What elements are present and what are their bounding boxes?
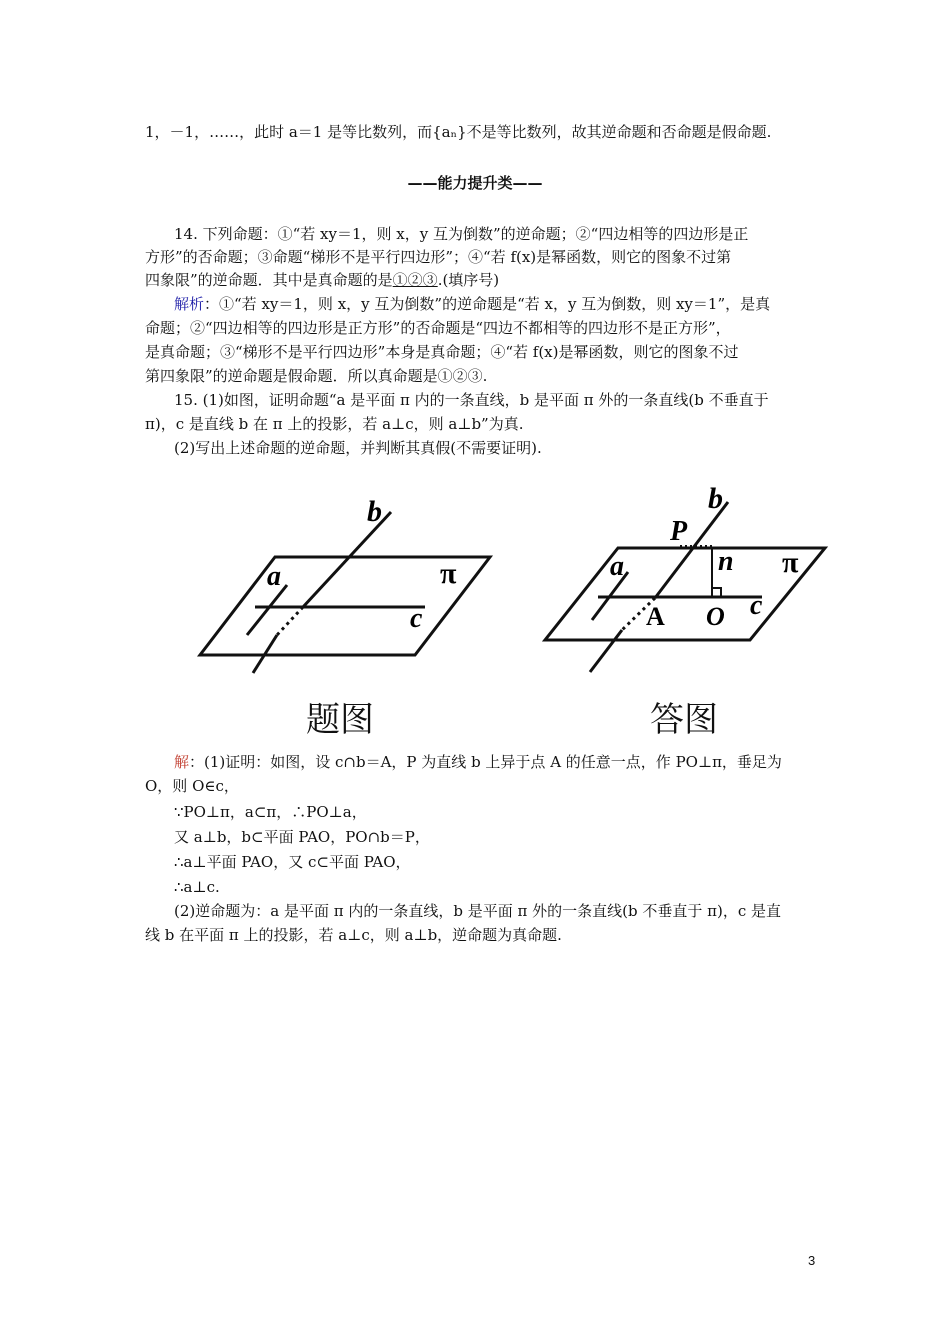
label-pi: π xyxy=(440,557,457,590)
q14-suffix: .(填序号) xyxy=(437,271,500,289)
a14-line-1 xyxy=(174,293,770,315)
q15-line-2: π)，c 是直线 b 在 π 上的投影，若 a⊥c，则 a⊥b”为真. xyxy=(145,415,524,433)
s15-line-1 xyxy=(174,751,782,773)
q14-line-3 xyxy=(145,269,499,291)
problem-figure-caption: 题图 xyxy=(306,700,374,740)
s15-line-2: O，则 O∈c， xyxy=(145,777,239,795)
s15-line-6: ∴a⊥c. xyxy=(174,878,220,896)
label-c: c xyxy=(750,590,763,621)
intro-line: 1，－1，……，此时 a＝1 是等比数列，而{aₙ}不是等比数列，故其逆命题和否命题是假命题. xyxy=(145,123,772,141)
s15-line-8: 线 b 在平面 π 上的投影，若 a⊥c，则 a⊥b，逆命题为真命题. xyxy=(145,926,562,944)
label-b: b xyxy=(708,482,723,515)
label-A: A xyxy=(646,602,665,631)
s15-line-3: ∵PO⊥π，a⊂π，∴PO⊥a， xyxy=(174,803,367,821)
q14-answer: ①②③ xyxy=(392,271,438,289)
q15-line-3: (2)写出上述命题的逆命题，并判断其真假(不需要证明). xyxy=(174,439,542,457)
problem-figure xyxy=(195,485,505,695)
a14-line-3: 是真命题；③“梯形不是平行四边形”本身是真命题；④“若 f(x)是幂函数，则它的图象不过 xyxy=(145,343,739,361)
q14-line-1: 14. 下列命题：①“若 xy＝1，则 x，y 互为倒数”的逆命题；②“四边相等的四边形是正 xyxy=(174,225,749,243)
q15-line-1: 15. (1)如图，证明命题“a 是平面 π 内的一条直线，b 是平面 π 外的一条直线(b 不垂直于 xyxy=(174,391,769,409)
s15-line-5: ∴a⊥平面 PAO，又 c⊂平面 PAO， xyxy=(174,853,411,871)
label-O: O xyxy=(706,602,725,631)
analysis-label: 解析 xyxy=(174,295,205,313)
q14-line-2: 方形”的否命题；③命题“梯形不是平行四边形”；④“若 f(x)是幂函数，则它的图象不过第 xyxy=(145,248,732,266)
s15-text-1: ：(1)证明：如图，设 c∩b＝A，P 为直线 b 上异于点 A 的任意一点，作 PO⊥π，垂足为 xyxy=(189,753,782,771)
label-c: c xyxy=(410,603,423,634)
a14-text-1: ：①“若 xy＝1，则 x，y 互为倒数”的逆命题是“若 x，y 互为倒数，则 xy＝1”，是真 xyxy=(204,295,771,313)
label-b: b xyxy=(367,495,382,528)
label-P: P xyxy=(670,516,688,547)
label-n: n xyxy=(718,546,734,577)
label-a: a xyxy=(610,551,624,582)
label-pi: π xyxy=(782,546,799,579)
s15-line-4: 又 a⊥b，b⊂平面 PAO，PO∩b＝P， xyxy=(174,828,430,846)
s15-line-7: (2)逆命题为：a 是平面 π 内的一条直线，b 是平面 π 外的一条直线(b 不垂直于 π)，c 是直 xyxy=(174,902,781,920)
line-b-hidden xyxy=(277,607,303,635)
a14-line-4: 第四象限”的逆命题是假命题．所以真命题是①②③. xyxy=(145,367,488,385)
answer-figure xyxy=(540,480,840,695)
line-b-lower xyxy=(590,630,622,672)
q14-text: 四象限”的逆命题．其中是真命题的是 xyxy=(145,271,393,289)
a14-line-2: 命题；②“四边相等的四边形是正方形”的否命题是“四边不都相等的四边形不是正方形”， xyxy=(145,319,731,337)
label-a: a xyxy=(267,561,281,592)
section-title: ——能力提升类—— xyxy=(407,174,543,192)
page-number: 3 xyxy=(808,1253,816,1268)
line-a xyxy=(247,585,287,635)
solution-label: 解 xyxy=(174,753,190,771)
answer-figure-caption: 答图 xyxy=(650,700,718,740)
